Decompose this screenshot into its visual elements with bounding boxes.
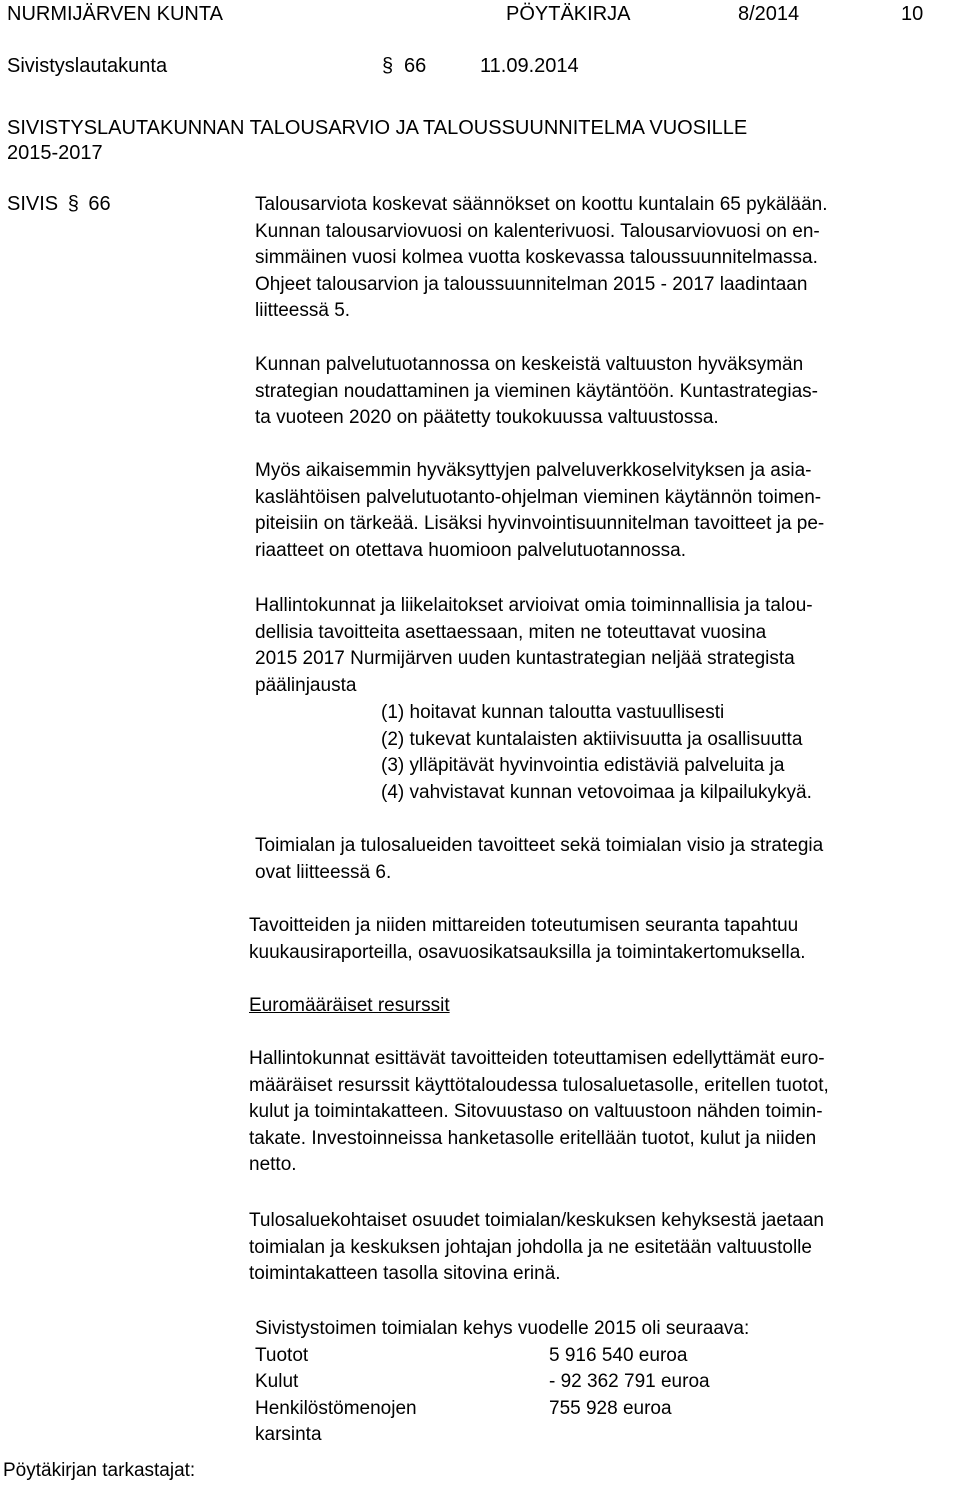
- list-item: (4) vahvistavat kunnan vetovoimaa ja kilpailukykyä.: [381, 781, 812, 803]
- text-line: Hallintokunnat esittävät tavoitteiden toteuttamisen edellyttämät euro-: [249, 1048, 825, 1069]
- text-line: netto.: [249, 1154, 297, 1175]
- text-line: liitteessä 5.: [255, 300, 351, 321]
- list-item: (2) tukevat kuntalaisten aktiivisuutta ja osallisuutta: [381, 728, 803, 750]
- doc-type: PÖYTÄKIRJA: [506, 3, 631, 25]
- text-line: Tulosaluekohtaiset osuudet toimialan/keskuksen kehyksestä jaetaan: [249, 1210, 824, 1231]
- paragraph-8: [249, 1208, 955, 1288]
- budget-label: Kulut: [255, 1371, 299, 1392]
- budget-intro: Sivistystoimen toimialan kehys vuodelle 2015 oli seuraava:: [255, 1318, 750, 1339]
- budget-row: [255, 1422, 749, 1449]
- budget-table: [255, 1316, 749, 1449]
- meeting-date: 11.09.2014: [480, 55, 579, 77]
- text-line: dellisia tavoitteita asettaessaan, miten ne toteuttavat vuosina: [255, 621, 767, 643]
- text-line: strategian noudattaminen ja vieminen käytäntöön. Kuntastrategias-: [255, 380, 818, 402]
- text-line: Kunnan palvelutuotannossa on keskeistä valtuuston hyväksymän: [255, 354, 804, 375]
- text-line: riaatteet on otettava huomioon palvelutuotannossa.: [255, 539, 686, 561]
- budget-row: [255, 1396, 749, 1423]
- text-line: Ohjeet talousarvion ja taloussuunnitelman 2015 - 2017 laadintaan: [255, 273, 808, 295]
- item-prefix: SIVIS: [7, 193, 59, 215]
- paragraph-4: [255, 593, 955, 699]
- list-item: (3) ylläpitävät hyvinvointia edistäviä palveluita ja: [381, 755, 785, 776]
- text-line: määräiset resurssit käyttötaloudessa tulosaluetasolle, eritellen tuotot,: [249, 1074, 829, 1096]
- text-line: ovat liitteessä 6.: [255, 861, 392, 883]
- text-line: takate. Investoinneissa hanketasolle eritellään tuotot, kulut ja niiden: [249, 1127, 817, 1149]
- list-item: (1) hoitavat kunnan taloutta vastuullisesti: [381, 702, 725, 723]
- paragraph-2: [255, 352, 955, 432]
- text-line: Kunnan talousarviovuosi on kalenterivuosi. Talousarviovuosi on en-: [255, 220, 820, 242]
- subheading-euro-resources: Euromääräiset resurssit: [249, 995, 450, 1016]
- text-line: 2015 2017 Nurmijärven uuden kuntastrategian neljää strategista: [255, 648, 795, 669]
- text-line: toimintakatteen tasolla sitovina erinä.: [249, 1263, 561, 1284]
- text-line: Hallintokunnat ja liikelaitokset arvioivat omia toiminnallisia ja talou-: [255, 595, 813, 616]
- strategy-list: [381, 700, 812, 806]
- text-line: kuukausiraporteilla, osavuosikatsauksilla ja toimintakertomuksella.: [249, 941, 806, 963]
- paragraph-7: [249, 1046, 955, 1179]
- text-line: päälinjausta: [255, 674, 357, 696]
- text-line: Tavoitteiden ja niiden mittareiden toteutumisen seuranta tapahtuu: [249, 915, 799, 936]
- budget-label: Tuotot: [255, 1344, 309, 1366]
- paragraph-6: [249, 913, 955, 966]
- document-title-line2: 2015-2017: [7, 142, 103, 164]
- budget-value: 755 928 euroa: [549, 1397, 672, 1419]
- budget-row: [255, 1343, 749, 1370]
- text-line: ta vuoteen 2020 on päätetty toukokuussa valtuustossa.: [255, 407, 719, 428]
- paragraph-3: [255, 458, 955, 564]
- budget-value: - 92 362 791 euroa: [549, 1371, 710, 1392]
- item-ref: [7, 191, 111, 217]
- reviewers-label: Pöytäkirjan tarkastajat:: [3, 1460, 196, 1481]
- page-number: 10: [901, 3, 924, 25]
- text-line: Myös aikaisemmin hyväksyttyjen palveluverkkoselvityksen ja asia-: [255, 460, 812, 481]
- board-name: Sivistyslautakunta: [7, 55, 168, 77]
- section-number: 66: [404, 55, 427, 77]
- paragraph-1: [255, 192, 955, 325]
- text-line: piteisiin on tärkeää. Lisäksi hyvinvointisuunnitelman tavoitteet ja pe-: [255, 513, 825, 534]
- doc-number: 8/2014: [738, 3, 800, 25]
- org-name: NURMIJÄRVEN KUNTA: [7, 3, 223, 25]
- budget-value: 5 916 540 euroa: [549, 1344, 688, 1366]
- section-symbol: §: [67, 193, 79, 215]
- text-line: simmäinen vuosi kolmea vuotta koskevassa taloussuunnitelmassa.: [255, 247, 818, 268]
- budget-label: karsinta: [255, 1424, 322, 1445]
- item-number: 66: [88, 193, 111, 215]
- text-line: kulut ja toimintakatteen. Sitovuustaso on valtuustoon nähden toimin-: [249, 1101, 823, 1122]
- text-line: Toimialan ja tulosalueiden tavoitteet sekä toimialan visio ja strategia: [255, 835, 824, 856]
- section-symbol: §: [382, 55, 394, 77]
- text-line: kaslähtöisen palvelutuotanto-ohjelman vieminen käytännön toimen-: [255, 486, 822, 508]
- budget-row: [255, 1369, 749, 1396]
- paragraph-5: [255, 833, 955, 886]
- budget-label: Henkilöstömenojen: [255, 1397, 417, 1419]
- text-line: toimialan ja keskuksen johtajan johdolla ja ne esitetään valtuustolle: [249, 1236, 812, 1258]
- text-line: Talousarviota koskevat säännökset on koottu kuntalain 65 pykälään.: [255, 194, 828, 215]
- document-title-line1: SIVISTYSLAUTAKUNNAN TALOUSARVIO JA TALOUSSUUNNITELMA VUOSILLE: [7, 117, 748, 139]
